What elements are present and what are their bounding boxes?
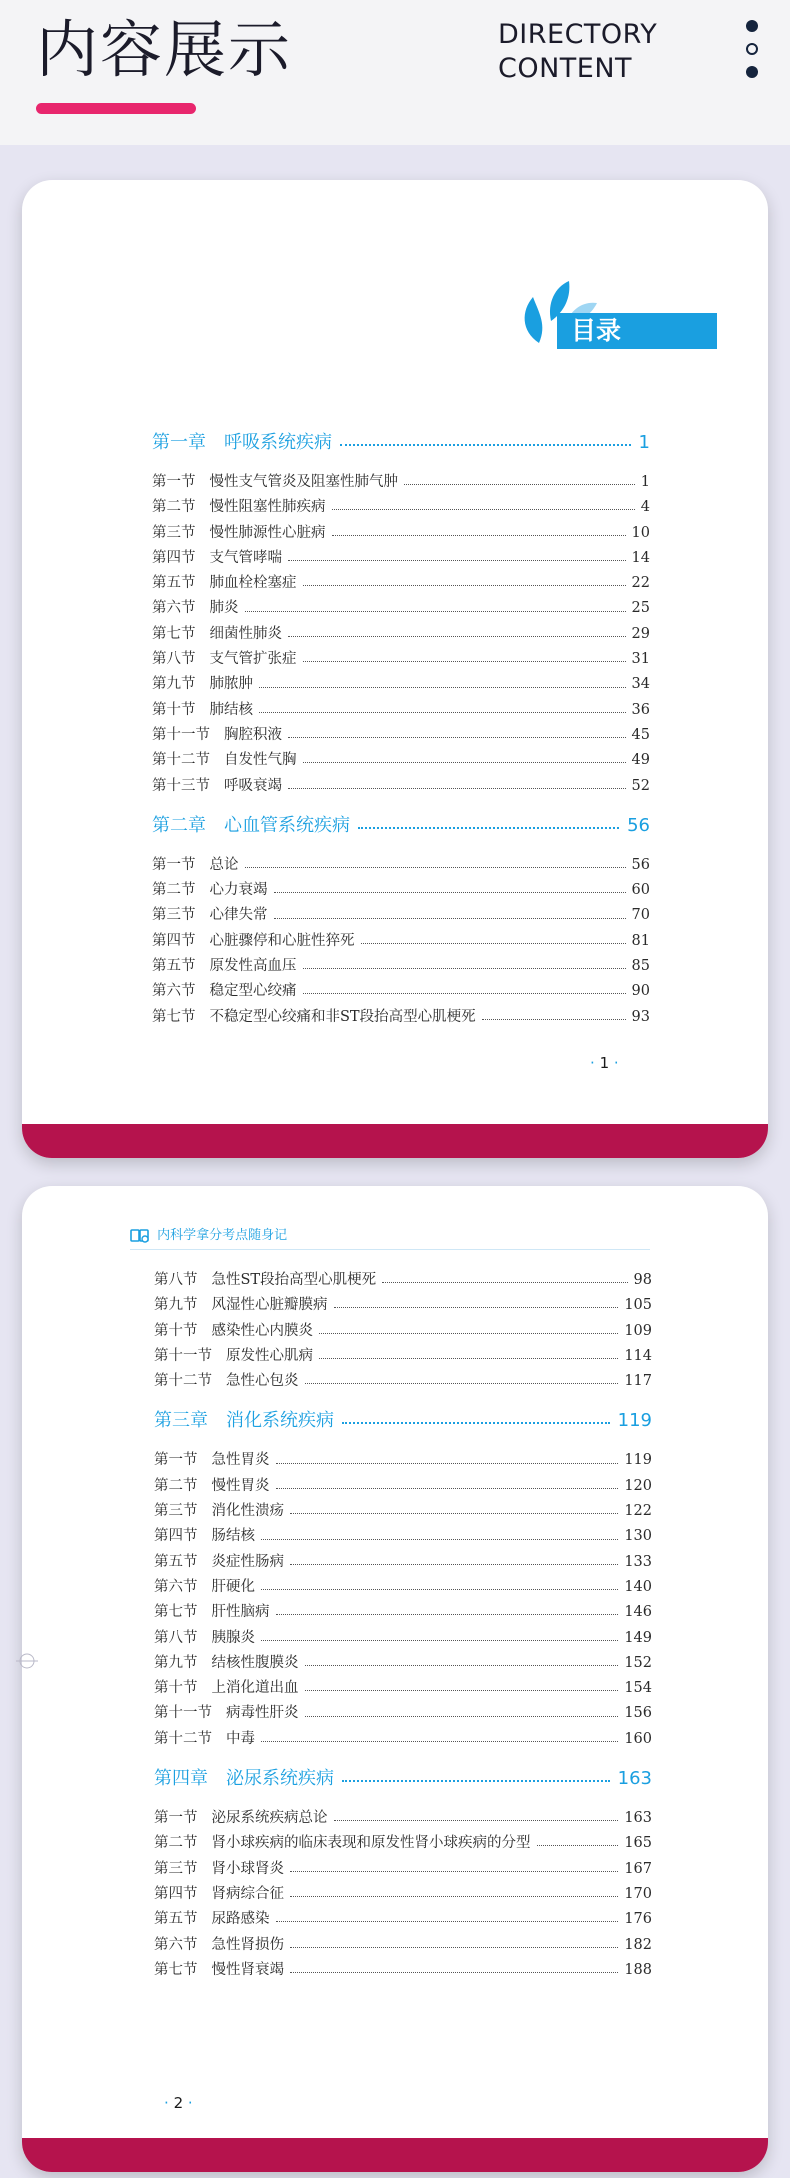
section-page-number: 25: [631, 600, 650, 617]
dot-leader: [404, 484, 635, 485]
section-page-number: 117: [624, 1373, 652, 1390]
section-title: 胸腔积液: [224, 726, 282, 743]
toc-section-row[interactable]: [154, 1344, 652, 1369]
dot-leader: [340, 444, 631, 446]
section-page-number: 105: [624, 1297, 652, 1314]
section-title: 消化性溃疡: [211, 1503, 284, 1520]
section-page-number: 109: [624, 1322, 652, 1339]
pagination-dots: [746, 20, 760, 89]
running-head-title: 内科学拿分考点随身记: [157, 1228, 288, 1243]
section-number: 第十一节: [154, 1347, 212, 1364]
section-number: 第六节: [154, 1936, 198, 1953]
toc-chapter-row[interactable]: [154, 1402, 652, 1440]
section-number: 第九节: [154, 1297, 198, 1314]
toc-section-row[interactable]: [154, 1524, 652, 1549]
section-title: 泌尿系统疾病总论: [211, 1810, 328, 1827]
section-title: 慢性肺源性心脏病: [209, 524, 326, 541]
section-number: 第六节: [152, 983, 196, 1000]
section-page-number: 52: [631, 777, 650, 794]
section-page-number: 36: [631, 701, 650, 718]
section-page-number: 56: [631, 856, 650, 873]
page-bottom-band: [22, 1124, 768, 1158]
section-title: 急性肾损伤: [211, 1936, 284, 1953]
dot-leader: [358, 827, 619, 829]
section-title: 心脏骤停和心脏性猝死: [209, 932, 355, 949]
dot-leader: [288, 737, 626, 738]
section-number: 第九节: [154, 1654, 198, 1671]
section-page-number: 4: [640, 499, 650, 516]
section-page-number: 170: [624, 1885, 652, 1902]
dot-leader: [305, 1716, 619, 1717]
toc-section-row[interactable]: [152, 878, 650, 903]
toc-section-row[interactable]: [152, 647, 650, 672]
section-number: 第七节: [152, 1008, 196, 1025]
section-page-number: 81: [631, 932, 650, 949]
dot-leader: [303, 968, 626, 969]
dot-leader: [274, 892, 626, 893]
section-page-number: 70: [631, 907, 650, 924]
section-title: 结核性腹膜炎: [211, 1654, 299, 1671]
section-page-number: 29: [631, 625, 650, 642]
section-title: 肺脓肿: [209, 676, 253, 693]
pagination-dot-2: [746, 43, 758, 55]
section-page-number: 34: [631, 676, 650, 693]
section-title: 肾小球疾病的临床表现和原发性肾小球疾病的分型: [211, 1835, 531, 1852]
toc-section-row[interactable]: [154, 1727, 652, 1752]
section-title: 感染性心内膜炎: [211, 1322, 313, 1339]
dot-leader: [537, 1845, 619, 1846]
section-title: 原发性心肌病: [226, 1347, 313, 1364]
dot-leader: [303, 661, 626, 662]
section-number: 第三节: [154, 1860, 198, 1877]
toc-section-row[interactable]: [154, 1882, 652, 1907]
chapter-page-number: 163: [617, 1768, 652, 1790]
dot-leader: [274, 918, 626, 919]
section-title: 心力衰竭: [209, 882, 268, 899]
book-page-2: [22, 1186, 768, 2172]
section-title: 不稳定型心绞痛和非ST段抬高型心肌梗死: [209, 1008, 476, 1025]
section-number: 第五节: [152, 958, 196, 975]
contents-badge: [517, 273, 732, 353]
section-number: 第十节: [152, 701, 196, 718]
dot-leader: [303, 585, 626, 586]
spacer: [154, 1440, 652, 1448]
section-title: 急性ST段抬高型心肌梗死: [211, 1272, 377, 1288]
section-number: 第一节: [154, 1810, 198, 1827]
header-english-title: [498, 18, 657, 86]
section-title: 稳定型心绞痛: [209, 983, 297, 1000]
toc-section-row[interactable]: [154, 1293, 652, 1318]
toc-section-row[interactable]: [152, 929, 650, 954]
dot-leader: [290, 1513, 618, 1514]
toc-section-row[interactable]: [154, 1575, 652, 1600]
toc-section-row[interactable]: [152, 698, 650, 723]
section-page-number: 160: [624, 1730, 652, 1747]
spacer: [154, 1752, 652, 1760]
section-page-number: 146: [624, 1604, 652, 1621]
section-number: 第二节: [152, 882, 196, 899]
section-page-number: 122: [624, 1503, 652, 1520]
dot-leader: [245, 867, 626, 868]
page-header: [0, 0, 790, 145]
section-page-number: 49: [631, 752, 650, 769]
section-number: 第九节: [152, 676, 196, 693]
dot-leader: [342, 1422, 610, 1424]
dot-leader: [276, 1488, 619, 1489]
spacer: [152, 799, 650, 807]
toc-section-row[interactable]: [154, 1933, 652, 1958]
contents-badge-label: 目录: [571, 316, 622, 345]
section-page-number: 119: [624, 1452, 652, 1469]
dot-leader: [290, 1947, 618, 1948]
chapter-page-number: 56: [627, 814, 650, 836]
section-page-number: 93: [631, 1008, 650, 1025]
section-title: 慢性支气管炎及阻塞性肺气肿: [209, 474, 398, 490]
section-page-number: 156: [624, 1705, 652, 1722]
dot-leader: [342, 1780, 610, 1782]
section-page-number: 154: [624, 1680, 652, 1697]
dot-leader: [259, 712, 626, 713]
dot-leader: [332, 509, 635, 510]
section-number: 第八节: [152, 651, 196, 668]
chapter-title: 第一章 呼吸系统疾病: [152, 432, 332, 453]
toc-section-row[interactable]: [152, 723, 650, 748]
dot-leader: [334, 1820, 619, 1821]
section-page-number: 60: [631, 882, 650, 899]
section-number: 第二节: [152, 499, 196, 516]
toc-section-row[interactable]: [154, 1831, 652, 1856]
dot-leader: [288, 636, 626, 637]
dot-leader: [361, 943, 626, 944]
dot-leader: [332, 535, 626, 536]
section-title: 呼吸衰竭: [224, 777, 282, 794]
dot-leader: [303, 993, 626, 994]
toc-section-row[interactable]: [154, 1907, 652, 1932]
section-title: 支气管扩张症: [209, 651, 297, 668]
section-page-number: 120: [624, 1477, 652, 1494]
spacer: [154, 1394, 652, 1402]
chapter-page-number: 1: [638, 432, 650, 453]
section-page-number: 152: [624, 1654, 652, 1671]
section-title: 肺血栓栓塞症: [209, 575, 297, 592]
header-en-line1: DIRECTORY: [498, 19, 658, 50]
dot-leader: [290, 1871, 618, 1872]
section-page-number: 114: [624, 1347, 652, 1364]
page-number: · 2 ·: [164, 2094, 193, 2112]
pagination-dot-3: [746, 66, 758, 78]
section-number: 第六节: [152, 600, 196, 617]
dot-leader: [288, 560, 626, 561]
toc-section-row[interactable]: [154, 1676, 652, 1701]
toc-section-row[interactable]: [152, 622, 650, 647]
section-page-number: 149: [624, 1629, 652, 1646]
spacer: [152, 462, 650, 470]
section-number: 第七节: [154, 1604, 198, 1621]
toc-section-row[interactable]: [154, 1474, 652, 1499]
section-title: 慢性肾衰竭: [211, 1961, 284, 1978]
dot-leader: [245, 611, 626, 612]
dot-leader: [290, 1564, 618, 1565]
section-number: 第十节: [154, 1680, 198, 1697]
toc-section-row[interactable]: [152, 521, 650, 546]
toc-section-row[interactable]: [152, 470, 650, 495]
section-page-number: 14: [631, 549, 650, 566]
section-title: 支气管哮喘: [209, 549, 282, 566]
section-number: 第四节: [152, 549, 196, 566]
toc-section-row[interactable]: [152, 672, 650, 697]
section-number: 第四节: [154, 1885, 198, 1902]
crosshair-mark: [16, 1650, 38, 1672]
section-page-number: 133: [624, 1553, 652, 1570]
toc-section-row[interactable]: [152, 954, 650, 979]
section-number: 第三节: [154, 1503, 198, 1520]
page-number: · 1 ·: [590, 1054, 619, 1072]
section-page-number: 163: [624, 1810, 652, 1827]
toc-section-row[interactable]: [152, 1005, 650, 1030]
section-number: 第五节: [154, 1553, 198, 1570]
section-page-number: 90: [631, 983, 650, 1000]
section-number: 第二节: [154, 1477, 198, 1494]
section-page-number: 31: [631, 651, 650, 668]
chapter-title: 第四章 泌尿系统疾病: [154, 1768, 334, 1790]
dot-leader: [261, 1539, 618, 1540]
header-underline: [36, 103, 196, 114]
section-title: 肝性脑病: [211, 1604, 270, 1621]
dot-leader: [261, 1640, 618, 1641]
page-bottom-band: [22, 2138, 768, 2172]
section-number: 第十一节: [154, 1705, 212, 1722]
toc-section-row[interactable]: [154, 1806, 652, 1831]
section-number: 第一节: [152, 474, 196, 490]
section-title: 急性心包炎: [226, 1373, 299, 1390]
section-title: 慢性阻塞性肺疾病: [209, 499, 326, 516]
section-page-number: 1: [640, 474, 650, 490]
section-number: 第十二节: [154, 1730, 212, 1747]
toc-section-row[interactable]: [154, 1550, 652, 1575]
toc-section-row[interactable]: [152, 495, 650, 520]
section-page-number: 10: [631, 524, 650, 541]
section-title: 炎症性肠病: [211, 1553, 284, 1570]
toc-section-row[interactable]: [154, 1369, 652, 1394]
section-page-number: 98: [633, 1272, 652, 1288]
header-en-line2: CONTENT: [498, 53, 633, 84]
section-title: 自发性气胸: [224, 752, 297, 769]
dot-leader: [261, 1589, 618, 1590]
toc-section-row[interactable]: [152, 903, 650, 928]
section-title: 肺炎: [209, 600, 239, 617]
section-title: 病毒性肝炎: [226, 1705, 299, 1722]
toc-section-row[interactable]: [154, 1857, 652, 1882]
section-number: 第七节: [152, 625, 196, 642]
section-number: 第七节: [154, 1961, 198, 1978]
section-title: 尿路感染: [211, 1911, 270, 1928]
section-page-number: 22: [631, 575, 650, 592]
spacer: [154, 1798, 652, 1806]
section-page-number: 45: [631, 726, 650, 743]
chapter-title: 第二章 心血管系统疾病: [152, 814, 350, 836]
section-number: 第五节: [154, 1911, 198, 1928]
section-number: 第一节: [152, 856, 196, 873]
toc-section-row[interactable]: [154, 1626, 652, 1651]
dot-leader: [305, 1665, 619, 1666]
dot-leader: [319, 1333, 618, 1334]
section-page-number: 176: [624, 1911, 652, 1928]
toc-section-row[interactable]: [152, 853, 650, 878]
dot-leader: [382, 1282, 627, 1283]
section-title: 慢性胃炎: [211, 1477, 270, 1494]
toc-section-row[interactable]: [154, 1268, 652, 1293]
section-title: 肾小球肾炎: [211, 1860, 284, 1877]
toc-chapter-row[interactable]: [152, 424, 650, 462]
dot-leader: [334, 1307, 619, 1308]
section-title: 上消化道出血: [211, 1680, 299, 1697]
section-number: 第五节: [152, 575, 196, 592]
toc-section-row[interactable]: [154, 1651, 652, 1676]
book-icon: [130, 1228, 150, 1244]
section-number: 第四节: [152, 932, 196, 949]
section-number: 第一节: [154, 1452, 198, 1469]
chapter-title: 第三章 消化系统疾病: [154, 1410, 334, 1432]
section-number: 第十二节: [152, 752, 210, 769]
toc-section-row[interactable]: [152, 596, 650, 621]
dot-leader: [319, 1358, 618, 1359]
section-page-number: 182: [624, 1936, 652, 1953]
chapter-page-number: 119: [617, 1410, 652, 1432]
section-page-number: 140: [624, 1578, 652, 1595]
section-title: 肾病综合征: [211, 1885, 284, 1902]
toc-section-row[interactable]: [152, 748, 650, 773]
toc-section-row[interactable]: [154, 1448, 652, 1473]
section-title: 胰腺炎: [211, 1629, 255, 1646]
section-title: 肺结核: [209, 701, 253, 718]
section-number: 第十一节: [152, 726, 210, 743]
section-page-number: 165: [624, 1835, 652, 1852]
dot-leader: [288, 788, 626, 789]
section-page-number: 85: [631, 958, 650, 975]
dot-leader: [305, 1690, 619, 1691]
dot-leader: [290, 1972, 618, 1973]
toc-section-row[interactable]: [154, 1499, 652, 1524]
section-number: 第十三节: [152, 777, 210, 794]
section-page-number: 188: [624, 1961, 652, 1978]
section-title: 中毒: [226, 1730, 255, 1747]
section-number: 第三节: [152, 524, 196, 541]
section-title: 细菌性肺炎: [209, 625, 282, 642]
dot-leader: [276, 1921, 619, 1922]
section-page-number: 130: [624, 1528, 652, 1545]
toc-section-row[interactable]: [152, 774, 650, 799]
toc-section-row[interactable]: [152, 571, 650, 596]
toc-section-row[interactable]: [154, 1319, 652, 1344]
section-title: 急性胃炎: [211, 1452, 270, 1469]
toc-section-row[interactable]: [152, 546, 650, 571]
dot-leader: [259, 687, 626, 688]
section-title: 原发性高血压: [209, 958, 297, 975]
section-title: 风湿性心脏瓣膜病: [211, 1297, 328, 1314]
spacer: [152, 845, 650, 853]
dot-leader: [305, 1383, 619, 1384]
toc-section-row[interactable]: [154, 1600, 652, 1625]
toc-page-1: [152, 424, 650, 1030]
section-page-number: 167: [624, 1860, 652, 1877]
toc-chapter-row[interactable]: [154, 1760, 652, 1798]
section-number: 第三节: [152, 907, 196, 924]
book-page-1: [22, 180, 768, 1158]
section-number: 第六节: [154, 1578, 198, 1595]
toc-section-row[interactable]: [152, 979, 650, 1004]
toc-page-2: [154, 1268, 652, 1983]
toc-section-row[interactable]: [154, 1958, 652, 1983]
toc-section-row[interactable]: [154, 1701, 652, 1726]
dot-leader: [276, 1463, 619, 1464]
section-title: 肠结核: [211, 1528, 255, 1545]
dot-leader: [303, 762, 626, 763]
section-number: 第八节: [154, 1272, 198, 1288]
section-number: 第十二节: [154, 1373, 212, 1390]
section-number: 第八节: [154, 1629, 198, 1646]
running-head: [130, 1226, 650, 1250]
header-title: 内容展示: [36, 13, 293, 86]
section-number: 第二节: [154, 1835, 198, 1852]
dot-leader: [290, 1896, 618, 1897]
section-title: 总论: [209, 856, 239, 873]
section-title: 心律失常: [209, 907, 268, 924]
toc-chapter-row[interactable]: [152, 807, 650, 845]
section-number: 第十节: [154, 1322, 198, 1339]
section-title: 肝硬化: [211, 1578, 255, 1595]
pagination-dot-1: [746, 20, 758, 32]
section-number: 第四节: [154, 1528, 198, 1545]
dot-leader: [276, 1614, 619, 1615]
dot-leader: [482, 1019, 626, 1020]
dot-leader: [261, 1741, 618, 1742]
